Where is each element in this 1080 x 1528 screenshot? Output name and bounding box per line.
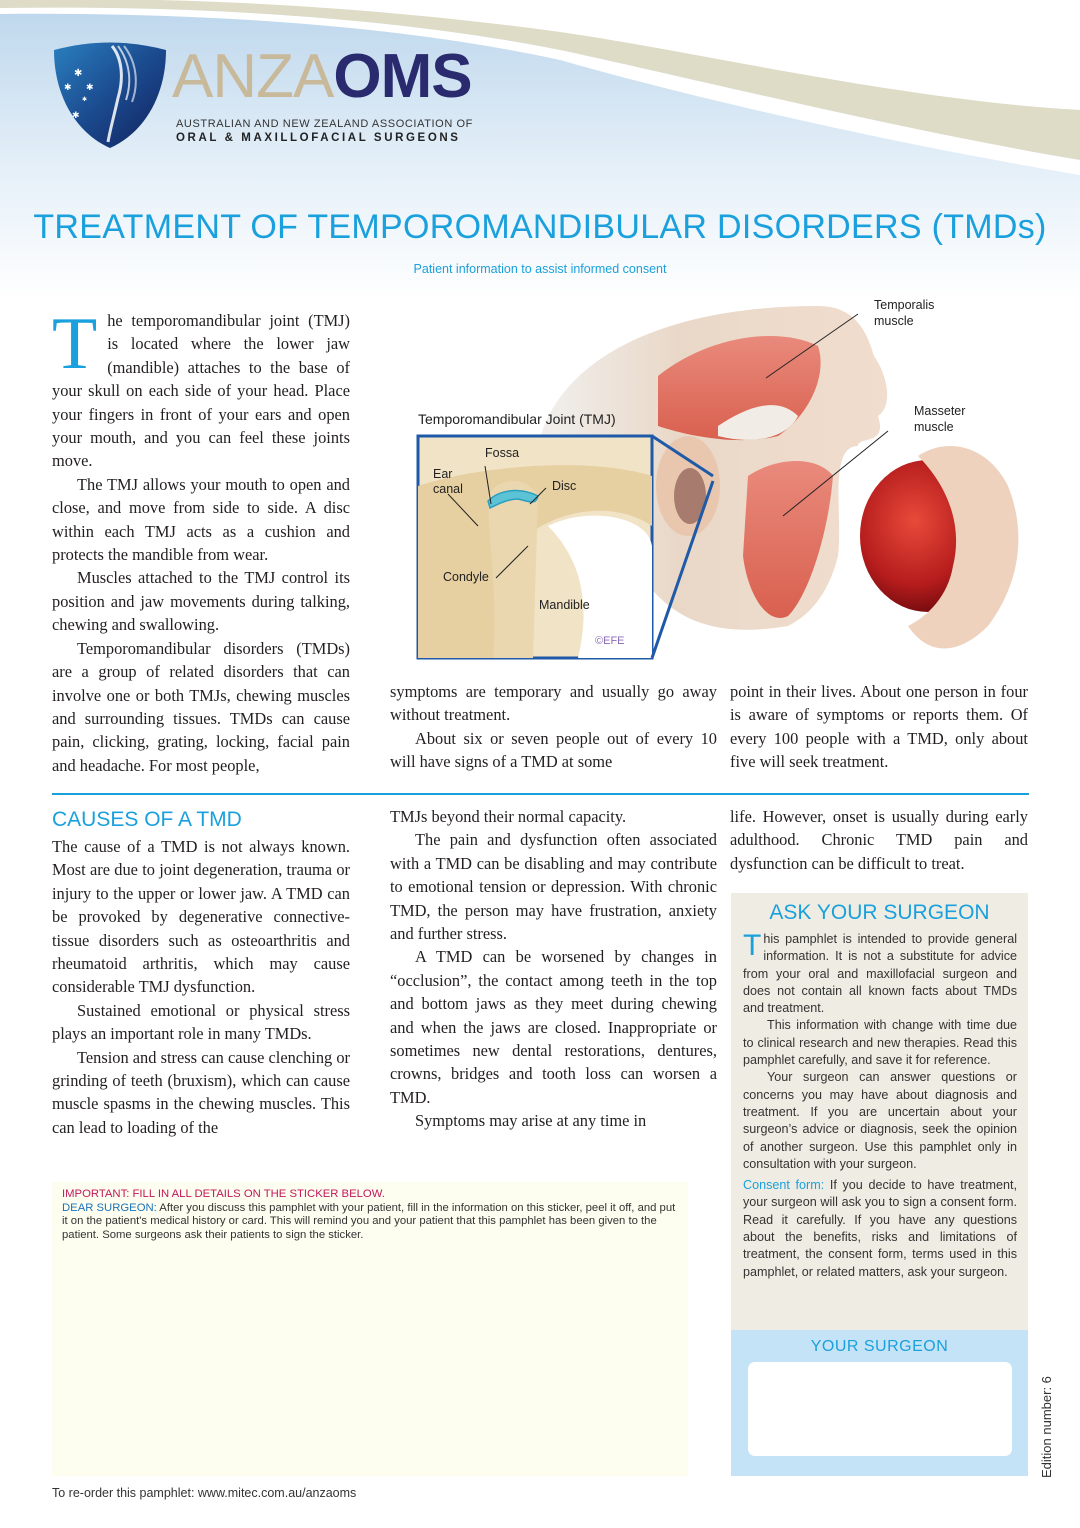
ask-dropcap: T bbox=[743, 929, 762, 962]
intro-paragraph-1-text: he temporomandibular joint (TMJ) is located where the lower jaw (mandible) attaches to the base of your skull on each side of your head. Place your fingers in front of your ears and open your mouth, and you can feel these joints move. bbox=[52, 311, 350, 471]
tmj-anatomy-image bbox=[388, 296, 1048, 666]
sticker-dear-text: After you discuss this pamphlet with your patient, fill in the information on this sticker, peel it off, and put it on the patient's medical history or card. This will remind you and your patient that this pamphlet has been given to the patient. Some surgeons ask their patients to sign the sticker. bbox=[62, 1201, 676, 1241]
consent-form-text: If you decide to have treatment, your surgeon will ask you to sign a consent form. Read it carefully. If you have any questions about the benefits, risks and limitations of treatment, the consent form, terms used in this pamphlet, or related matters, ask your surgeon. bbox=[743, 1178, 1017, 1279]
section-divider bbox=[52, 793, 1029, 795]
consent-form-label: Consent form: bbox=[743, 1178, 825, 1193]
ask-paragraph-2: This information with change with time due to clinical research and new therapies. Read this pamphlet carefully, and save it for reference. bbox=[743, 1018, 1017, 1068]
edition-number: Edition number: 6 bbox=[1039, 1376, 1054, 1478]
causes-column-1 bbox=[52, 807, 350, 1139]
sticker-area[interactable] bbox=[52, 1182, 688, 1476]
logo-word-anza: ANZA bbox=[172, 42, 334, 111]
label-fossa: Fossa bbox=[485, 446, 520, 460]
page-subtitle: Patient information to assist informed consent bbox=[413, 262, 667, 276]
sticker-instructions bbox=[62, 1188, 680, 1242]
intro-paragraph-3: Muscles attached to the TMJ control its position and jaw movements during talking, chewing and swallowing. bbox=[52, 568, 350, 635]
sticker-dear-surgeon bbox=[62, 1202, 680, 1243]
label-tmj-title: Temporomandibular Joint (TMJ) bbox=[418, 411, 616, 427]
intro-col3-paragraph-1: point in their lives. About one person in four is aware of symptoms or reports them. Of every 100 people with a TMD, only about five will seek treatment. bbox=[730, 682, 1028, 772]
causes-column-3 bbox=[730, 805, 1028, 875]
shield-logo-icon bbox=[52, 38, 168, 150]
ask-paragraph-1 bbox=[743, 931, 1017, 1017]
ask-paragraph-3: Your surgeon can answer questions or concerns you may have about diagnosis and treatment. If you are uncertain about your surgeon’s advice or diagnosis, seek the opinion of another surgeon. Use this pamphlet only in consultation with your surgeon. bbox=[743, 1070, 1017, 1171]
reorder-footer: To re-order this pamphlet: www.mitec.com.au/anzaoms bbox=[52, 1486, 357, 1500]
svg-text:✱: ✱ bbox=[74, 68, 83, 79]
causes-paragraph-3: Tension and stress can cause clenching or grinding of teeth (bruxism), which can cause muscle spasms in the chewing muscles. This can lead to loading of the bbox=[52, 1047, 350, 1137]
svg-text:✱: ✱ bbox=[64, 82, 72, 92]
causes-paragraph-2: Sustained emotional or physical stress plays an important role in many TMDs. bbox=[52, 1000, 350, 1044]
ask-your-surgeon-heading: ASK YOUR SURGEON bbox=[769, 901, 990, 924]
anzaoms-logo bbox=[52, 38, 492, 148]
sticker-important-notice: IMPORTANT: FILL IN ALL DETAILS ON THE STICKER BELOW. bbox=[62, 1188, 385, 1200]
causes-column-2 bbox=[390, 805, 717, 1133]
svg-text:✱: ✱ bbox=[72, 110, 80, 120]
label-mandible: Mandible bbox=[539, 598, 590, 612]
intro-column-2 bbox=[390, 680, 717, 774]
intro-paragraph-4: Temporomandibular disorders (TMDs) are a group of related disorders that can involve one or both TMJs, chewing muscles and surrounding tissues. TMDs can cause pain, clicking, grating, locking, facial pain and headache. For most people, bbox=[52, 638, 350, 775]
page-title: TREATMENT OF TEMPOROMANDIBULAR DISORDERS (TMDs) bbox=[33, 208, 1047, 246]
ask-your-surgeon-box bbox=[731, 893, 1028, 1330]
causes-col2-paragraph-3: Symptoms may arise at any time in bbox=[415, 1111, 647, 1131]
logo-subtitle-line1: AUSTRALIAN AND NEW ZEALAND ASSOCIATION OF bbox=[176, 118, 473, 130]
intro-paragraph-1 bbox=[52, 303, 350, 473]
label-masseter-2: muscle bbox=[914, 420, 954, 434]
intro-col2-paragraph-2: About six or seven people out of every 10 will have signs of a TMD at some bbox=[390, 728, 717, 772]
your-surgeon-heading: YOUR SURGEON bbox=[810, 1338, 949, 1355]
label-ear-canal-2: canal bbox=[433, 482, 463, 496]
causes-col2-paragraph-1: The pain and dysfunction often associated with a TMD can be disabling and may contribute to emotional tension or depression. With chronic TMD, the person may have frustration, anxiety and further stress. bbox=[390, 830, 717, 944]
intro-column-1 bbox=[52, 303, 350, 777]
causes-col3-paragraph-0: life. However, onset is usually during early adulthood. Chronic TMD pain and dysfunction can be difficult to treat. bbox=[730, 807, 1028, 873]
dropcap: T bbox=[52, 303, 98, 385]
logo-wordmark bbox=[172, 42, 472, 111]
causes-col2-paragraph-2: A TMD can be worsened by changes in “occlusion”, the contact among teeth in the top and bottom jaws as they meet during chewing and when the jaws are closed. Inappropriate or sometimes new dental restorations, dentures, crowns, bridges and tooth loss can worsen a TMD. bbox=[390, 947, 717, 1107]
causes-paragraph-1: The cause of a TMD is not always known. Most are due to joint degeneration, trauma or injury to the upper or lower jaw. A TMD can be provoked by degenerative connective-tissue disorders such as osteoarthritis and rheumatoid arthritis, which may cause considerable TMJ dysfunction. bbox=[52, 837, 350, 997]
causes-col2-paragraph-0: TMJs beyond their normal capacity. bbox=[390, 807, 627, 826]
ask-paragraph-1-text: his pamphlet is intended to provide general information. It is not a substitute for advice from your oral and maxillofacial surgeon and does not contain all known facts about TMDs and treatment. bbox=[743, 932, 1017, 1016]
label-masseter-1: Masseter bbox=[914, 404, 966, 418]
label-temporalis-1: Temporalis bbox=[874, 298, 935, 312]
ask-consent-paragraph bbox=[743, 1177, 1017, 1281]
intro-paragraph-2: The TMJ allows your mouth to open and close, and move from side to side. A disc within each TMJ acts as a cushion and protects the mandible from wear. bbox=[52, 474, 350, 565]
label-ear-canal-1: Ear bbox=[433, 467, 453, 481]
label-temporalis-2: muscle bbox=[874, 314, 914, 328]
your-surgeon-box bbox=[731, 1330, 1028, 1476]
ask-your-surgeon-body bbox=[743, 931, 1017, 1281]
your-surgeon-field[interactable] bbox=[748, 1362, 1012, 1456]
intro-col2-paragraph-1: symptoms are temporary and usually go away without treatment. bbox=[390, 682, 717, 725]
intro-column-3 bbox=[730, 680, 1028, 774]
logo-word-oms: OMS bbox=[333, 42, 472, 111]
causes-heading: CAUSES OF A TMD bbox=[52, 808, 242, 831]
svg-text:✱: ✱ bbox=[86, 82, 94, 92]
svg-text:✱: ✱ bbox=[82, 97, 88, 103]
sticker-dear-label: DEAR SURGEON: bbox=[62, 1201, 157, 1214]
label-condyle: Condyle bbox=[443, 570, 489, 584]
label-copyright: ©EFE bbox=[595, 635, 625, 647]
logo-subtitle-line2: ORAL & MAXILLOFACIAL SURGEONS bbox=[176, 132, 461, 144]
label-disc: Disc bbox=[552, 479, 577, 493]
tmj-illustration bbox=[388, 296, 1048, 666]
